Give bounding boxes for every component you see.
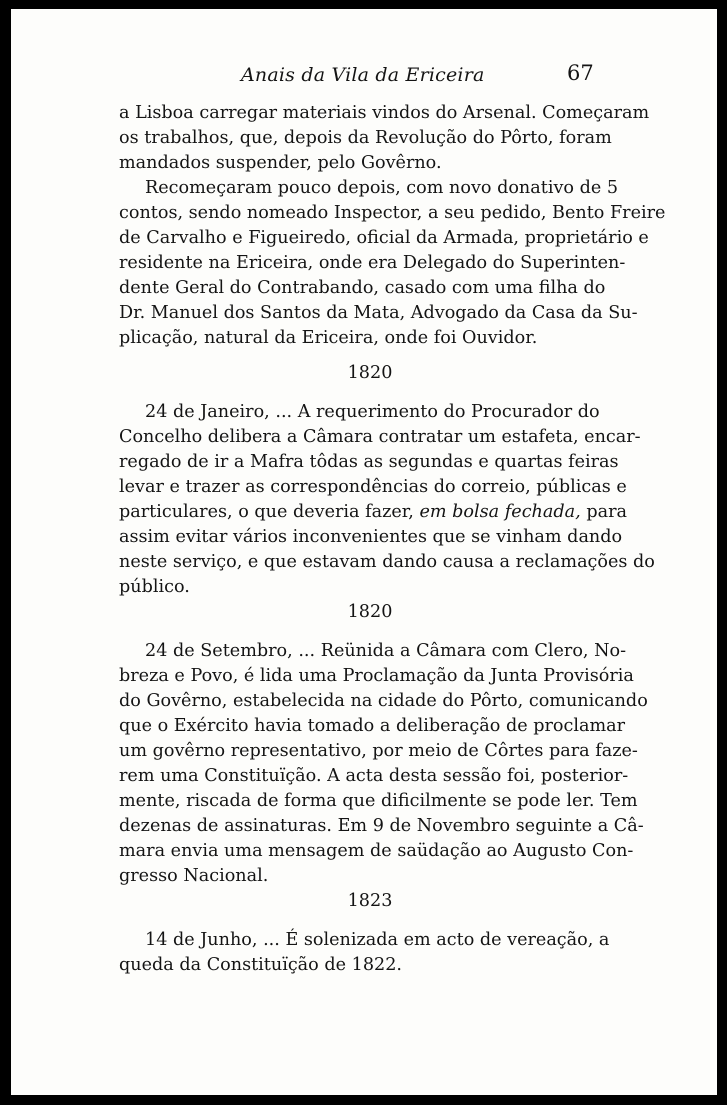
year-heading: 1820 [347,602,393,622]
text-line: mara envia uma mensagem de saüdação ao Augusto Con- [119,841,634,861]
text-run: para [586,502,627,522]
text-line: a Lisboa carregar materiais vindos do Arsenal. Começaram [119,103,650,123]
text-line: levar e trazer as correspondências do correio, públicas e [119,477,627,497]
year-heading: 1820 [347,363,393,383]
paragraph [119,176,666,351]
annal-entry [119,928,610,978]
text-line: 14 de Junho, ... É solenizada em acto de vereação, a [145,930,610,950]
text-line: do Govêrno, estabelecida na cidade do Pôrto, comunicando [119,691,648,711]
text-line: gresso Nacional. [119,866,269,886]
text-line: público. [119,577,190,597]
text-line: dente Geral do Contrabando, casado com uma filha do [119,278,606,298]
text-line: Concelho delibera a Câmara contratar um estafeta, encar- [119,427,641,447]
paragraph [119,101,650,176]
text-line: de Carvalho e Figueiredo, oficial da Armada, proprietário e [119,228,649,248]
italic-phrase: em bolsa fechada, [419,502,581,522]
text-line: 24 de Janeiro, ... A requerimento do Procurador do [145,402,600,422]
annal-entry [119,639,648,889]
text-line: Recomeçaram pouco depois, com novo donativo de 5 [145,178,619,198]
text-line: Dr. Manuel dos Santos da Mata, Advogado da Casa da Su- [119,303,638,323]
text-line: mandados suspender, pelo Govêrno. [119,153,442,173]
text-line: rem uma Constituïção. A acta desta sessão foi, posterior- [119,766,629,786]
text-line: mente, riscada de forma que dificilmente se pode ler. Tem [119,791,638,811]
text-line: residente na Ericeira, onde era Delegado do Superinten- [119,253,626,273]
text-line: os trabalhos, que, depois da Revolução do Pôrto, foram [119,128,612,148]
running-header-title: Anais da Vila da Ericeira [241,64,485,86]
text-line: regado de ir a Mafra tôdas as segundas e quartas feiras [119,452,619,472]
book-page [11,9,717,1095]
text-line: plicação, natural da Ericeira, onde foi Ouvidor. [119,328,538,348]
text-line: neste serviço, e que estavam dando causa a reclamações do [119,552,655,572]
page-number: 67 [567,61,594,85]
text-line: um govêrno representativo, por meio de Côrtes para faze- [119,741,638,761]
text-run: particulares, o que deveria fazer, [119,502,414,522]
text-line: dezenas de assinaturas. Em 9 de Novembro seguinte a Câ- [119,816,644,836]
text-line: contos, sendo nomeado Inspector, a seu pedido, Bento Freire [119,203,666,223]
annal-entry [119,400,655,600]
text-line: queda da Constituïção de 1822. [119,955,402,975]
text-line: breza e Povo, é lida uma Proclamação da Junta Provisória [119,666,634,686]
text-line [119,500,627,525]
page-body [119,101,666,978]
text-line: 24 de Setembro, ... Reünida a Câmara com Clero, No- [145,641,627,661]
text-line: assim evitar vários inconvenientes que se vinham dando [119,527,623,547]
year-heading: 1823 [347,891,393,911]
text-line: que o Exército havia tomado a deliberação de proclamar [119,716,626,736]
